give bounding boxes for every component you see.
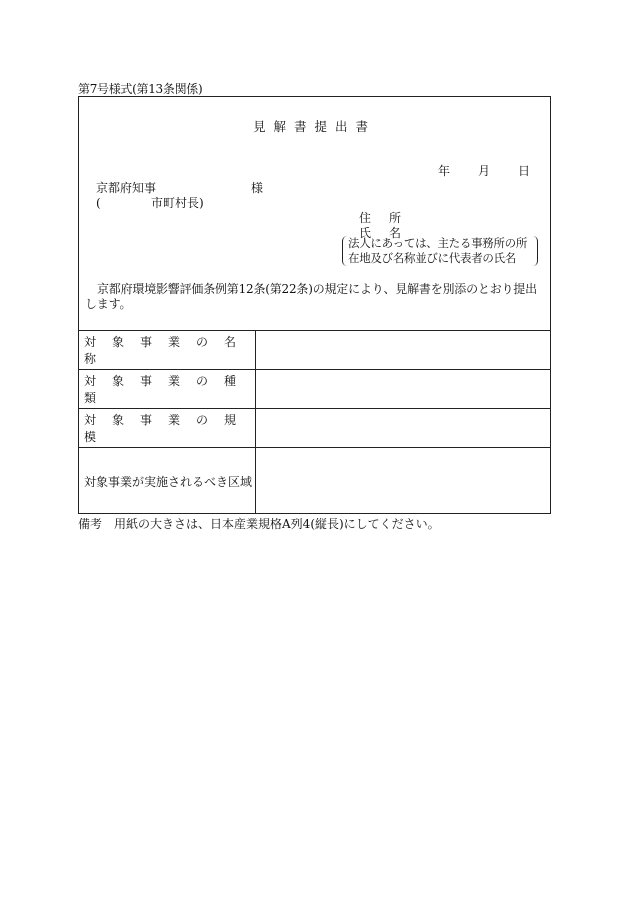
name-label-2: 名	[389, 226, 402, 240]
remark-label: 備考	[78, 517, 103, 531]
project-type-value[interactable]	[255, 370, 551, 409]
address-label-2: 所	[389, 211, 402, 225]
remark	[78, 515, 440, 532]
addressee-honorific: 様	[251, 181, 264, 195]
corporate-note-line1: 法人にあっては、主たる事務所の所	[348, 236, 528, 250]
document-title: 見解書提出書	[252, 119, 376, 134]
table-row	[78, 409, 551, 448]
project-area-label: 対象事業が実施されるべき区域	[78, 448, 255, 515]
sub-addressee	[96, 194, 204, 211]
addressee-name: 京都府知事	[96, 181, 157, 195]
date-year-label: 年	[437, 164, 450, 178]
address-label-1: 住	[359, 211, 372, 225]
address-row	[359, 209, 401, 224]
remark-text: 用紙の大きさは、日本産業規格A列4(縦長)にしてください。	[114, 517, 440, 531]
corporate-note	[342, 236, 538, 266]
table-row	[78, 370, 551, 409]
project-table	[78, 330, 551, 514]
date-month-label: 月	[477, 164, 490, 178]
name-label-1: 氏	[359, 226, 372, 240]
date-day-label: 日	[517, 164, 530, 178]
table-row	[78, 448, 551, 515]
project-scale-value[interactable]	[255, 409, 551, 448]
project-type-label: 対象事業の種類	[78, 370, 255, 409]
applicant-block	[359, 209, 401, 239]
project-name-value[interactable]	[255, 331, 551, 370]
form-number: 第7号様式(第13条関係)	[78, 82, 203, 96]
project-name-label: 対象事業の名称	[78, 331, 255, 370]
sub-addressee-open: (	[96, 196, 101, 210]
corporate-note-line2: 在地及び名称並びに代表者の氏名	[348, 251, 516, 265]
table-row	[78, 331, 551, 370]
project-area-value[interactable]	[255, 448, 551, 515]
date-line	[438, 162, 530, 179]
project-scale-label: 対象事業の規模	[78, 409, 255, 448]
body-text: 京都府環境影響評価条例第12条(第22条)の規定により、見解書を別添のとおり提出します。	[85, 282, 537, 311]
sub-addressee-text: 市町村長)	[151, 196, 204, 210]
form-frame	[78, 96, 551, 514]
